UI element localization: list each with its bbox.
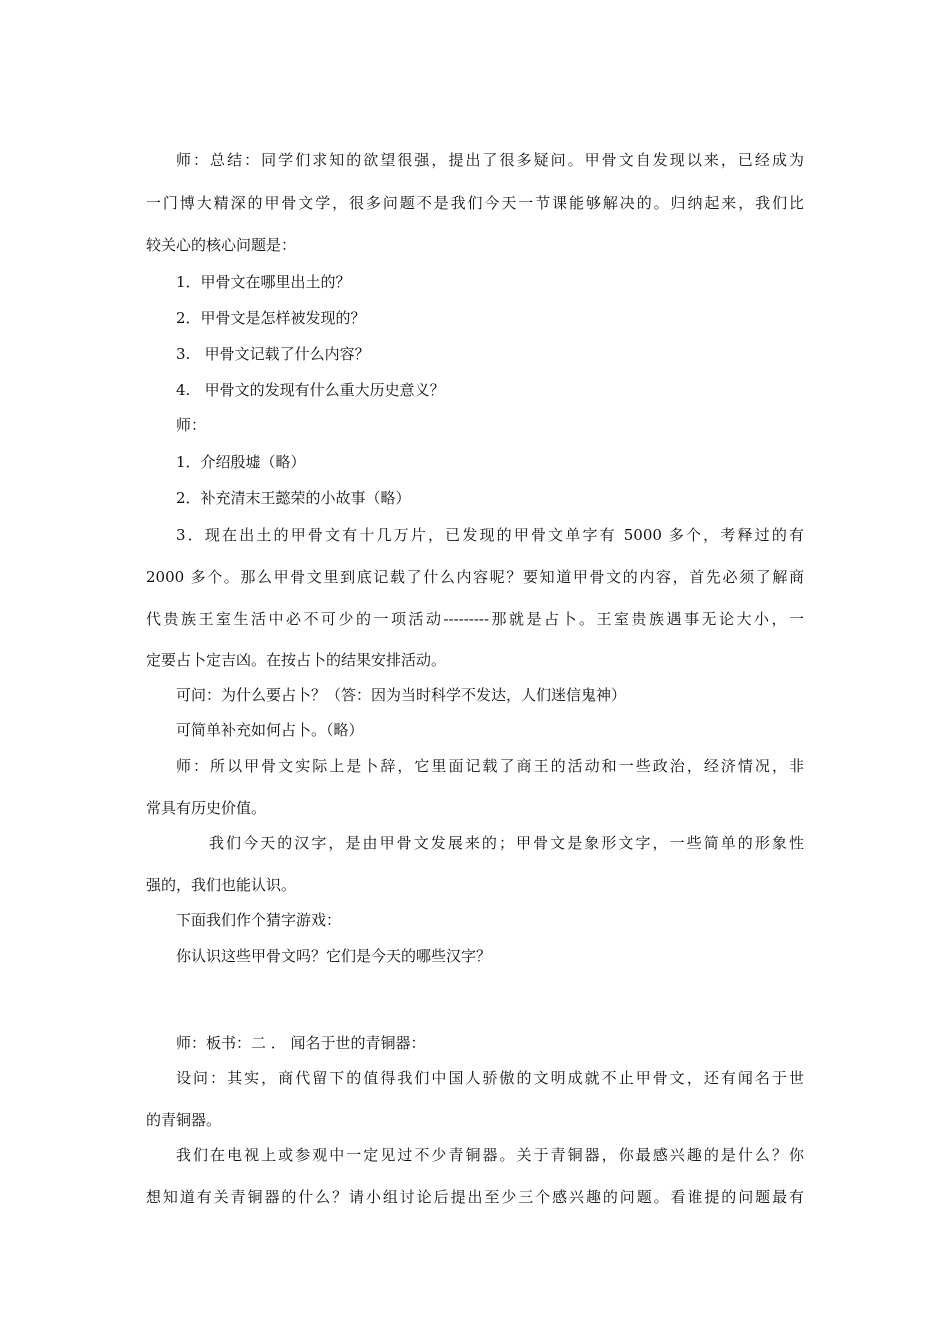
paragraph-bronze-line-1: 设问：其实，商代留下的值得我们中国人骄傲的文明成就不止甲骨文，还有闻名于世: [176, 1069, 804, 1087]
teacher-item-3-line-3: 代贵族王室生活中必不可少的一项活动---------那就是占卜。王室贵族遇事无论大小，一: [146, 610, 804, 628]
guess-game-question: 你认识这些甲骨文吗？它们是今天的哪些汉字？: [176, 947, 492, 965]
paragraph-bronze-interest-line-2: 想知道有关青铜器的什么？请小组讨论后提出至少三个感兴趣的问题。看谁提的问题最有: [146, 1188, 804, 1206]
paragraph-oracle-line-1: 师：所以甲骨文实际上是卜辞，它里面记载了商王的活动和一些政治，经济情况，非: [176, 757, 804, 775]
question-why-divination: 可问：为什么要占卜？（答：因为当时科学不发达，人们迷信鬼神）: [176, 686, 627, 704]
paragraph-bronze-line-2: 的青铜器。: [146, 1111, 222, 1129]
board-heading-bronze: 师：板书：二 ． 闻名于世的青铜器：: [176, 1034, 426, 1052]
note-how-divination: 可简单补充如何占卜。（略）: [176, 721, 364, 739]
guess-game-intro: 下面我们作个猜字游戏：: [176, 911, 342, 929]
teacher-label: 师：: [176, 416, 207, 434]
teacher-item-3-line-4: 定要占卜定吉凶。在按占卜的结果安排活动。: [146, 651, 447, 669]
paragraph-summary-line-3: 较关心的核心问题是：: [146, 236, 297, 254]
teacher-item-2: 2．补充清末王懿荣的小故事（略）: [176, 489, 411, 507]
teacher-item-3-line-2: 2000 多个。那么甲骨文里到底记载了什么内容呢？要知道甲骨文的内容，首先必须了解商: [146, 568, 804, 586]
question-item-4: 4. 甲骨文的发现有什么重大历史意义？: [176, 381, 445, 399]
teacher-item-1: 1．介绍殷墟（略）: [176, 453, 306, 471]
teacher-item-3-line-1: 3．现在出土的甲骨文有十几万片，已发现的甲骨文单字有 5000 多个，考释过的有: [176, 526, 804, 544]
paragraph-oracle-line-2: 常具有历史价值。: [146, 799, 267, 817]
paragraph-chinese-chars-line-1: 我们今天的汉字，是由甲骨文发展来的；甲骨文是象形文字，一些简单的形象性: [209, 834, 804, 852]
question-item-1: 1．甲骨文在哪里出土的？: [176, 273, 351, 291]
paragraph-chinese-chars-line-2: 强的，我们也能认识。: [146, 876, 297, 894]
paragraph-summary-line-1: 师：总结：同学们求知的欲望很强，提出了很多疑问。甲骨文自发现以来，已经成为: [176, 151, 804, 169]
paragraph-summary-line-2: 一门博大精深的甲骨文学，很多问题不是我们今天一节课能够解决的。归纳起来，我们比: [146, 194, 804, 212]
question-item-3: 3. 甲骨文记载了什么内容？: [176, 345, 370, 363]
paragraph-bronze-interest-line-1: 我们在电视上或参观中一定见过不少青铜器。关于青铜器，你最感兴趣的是什么？你: [176, 1146, 804, 1164]
question-item-2: 2．甲骨文是怎样被发现的？: [176, 309, 366, 327]
